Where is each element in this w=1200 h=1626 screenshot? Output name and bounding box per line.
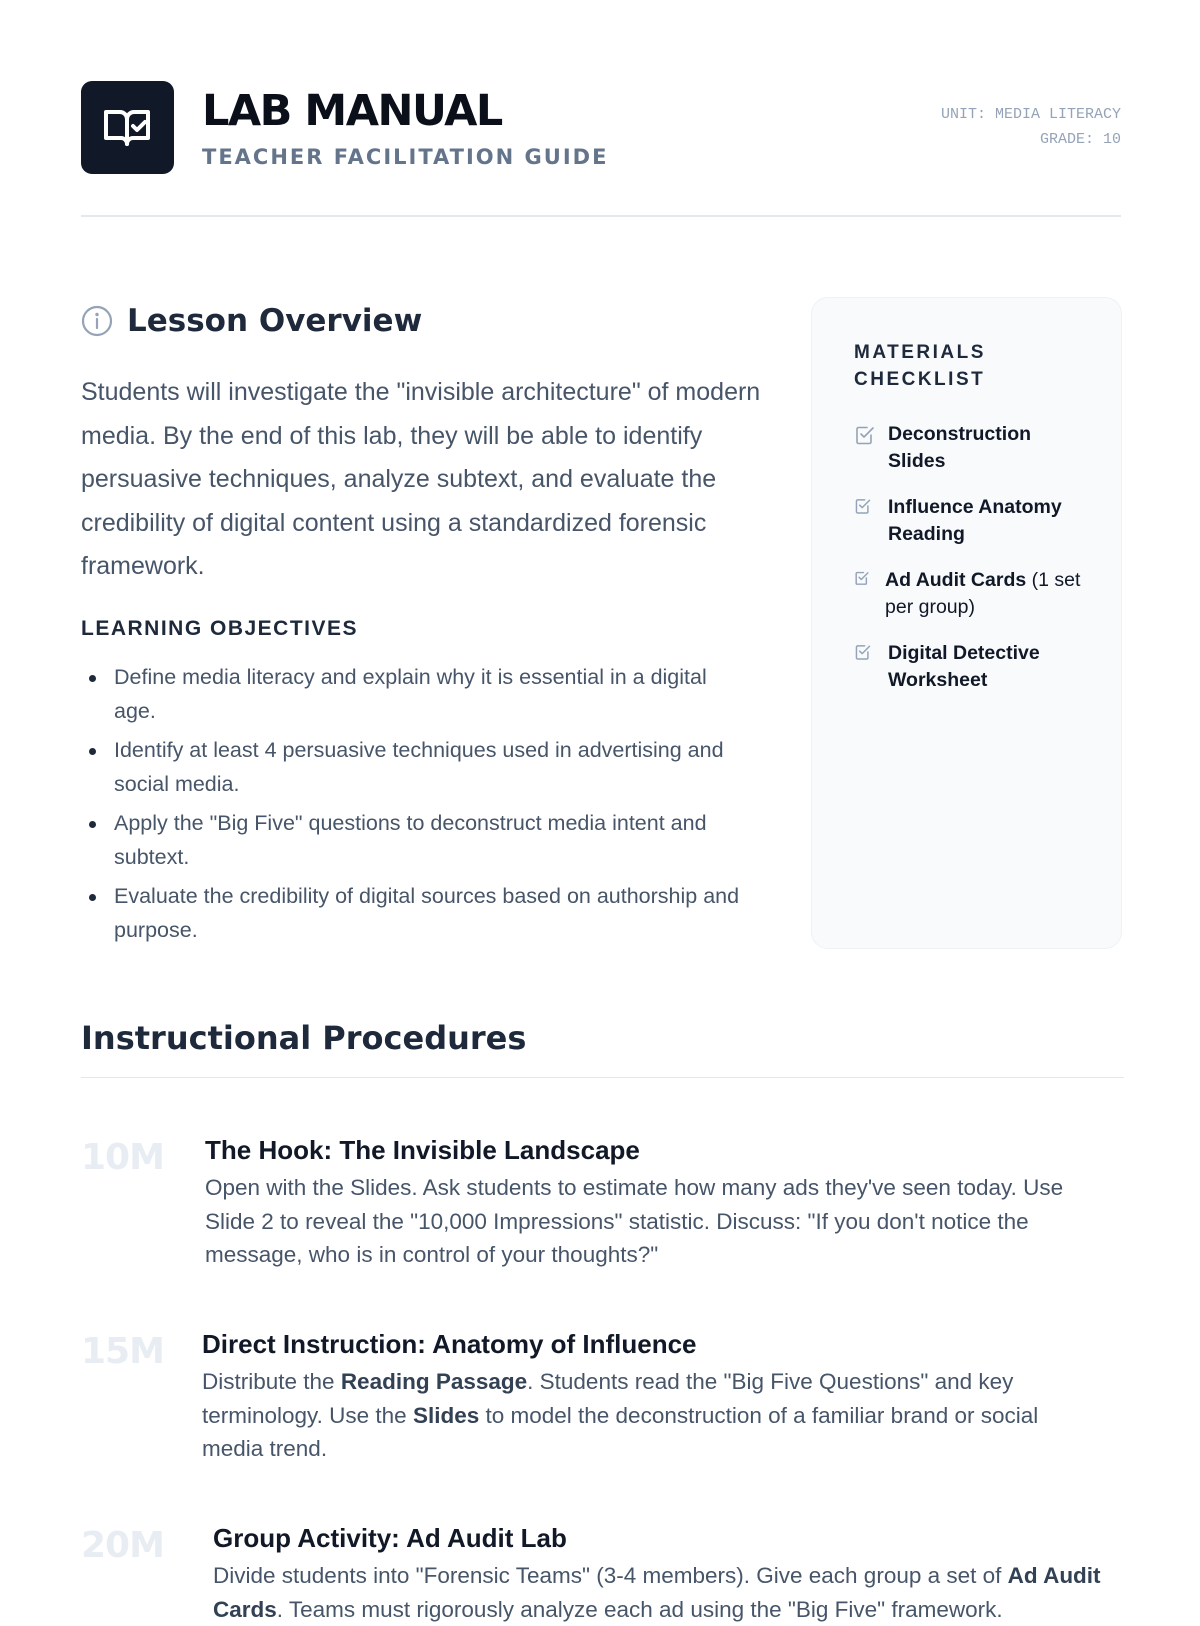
objectives-list (114, 661, 754, 953)
objective-item: Evaluate the credibility of digital sources based on authorship and purpose. (114, 880, 754, 947)
step-duration: 15M (81, 1331, 164, 1372)
grade-label: GRADE: 10 (1039, 131, 1121, 148)
section-divider (81, 1077, 1124, 1078)
step-body: Open with the Slides. Ask students to estimate how many ads they've seen today. Use Slide 2 to reveal the "10,000 Impressions" statistic. Discuss: "If you don't notice the message, who is in control of your thoughts?" (205, 1175, 1064, 1267)
checkbox-icon[interactable] (854, 570, 870, 586)
step-body: Distribute the Reading Passage. Students read the "Big Five Questions" and key terminology. Use the Slides to model the deconstruction of a familiar brand or social media trend. (202, 1369, 1039, 1461)
procedures-title: Instructional Procedures (81, 1019, 527, 1057)
checkbox-icon[interactable] (854, 424, 876, 446)
objective-item: Define media literacy and explain why it is essential in a digital age. (114, 661, 754, 728)
step-duration: 20M (81, 1525, 164, 1566)
page-title: LAB MANUAL (202, 86, 502, 136)
page-header (81, 81, 1121, 217)
page-subtitle: TEACHER FACILITATION GUIDE (202, 145, 609, 169)
objective-item: Apply the "Big Five" questions to deconstruct media intent and subtext. (114, 807, 754, 874)
checklist-item-label: Ad Audit Cards (1 set per group) (885, 569, 1081, 618)
checkbox-icon[interactable] (854, 643, 872, 661)
checklist-heading: MATERIALS CHECKLIST (854, 342, 986, 390)
checklist-item-label: Digital Detective Worksheet (888, 642, 1040, 691)
checklist-item-label: Influence Anatomy Reading (888, 496, 1062, 545)
materials-checklist (811, 297, 1122, 949)
checklist-item-label: Deconstruction Slides (888, 423, 1032, 472)
objective-item: Identify at least 4 persuasive techniques used in advertising and social media. (114, 734, 754, 801)
objectives-heading: LEARNING OBJECTIVES (81, 617, 359, 640)
checkbox-icon[interactable] (854, 497, 872, 515)
unit-label: UNIT: MEDIA LITERACY (940, 106, 1121, 123)
info-icon (81, 305, 113, 337)
logo (81, 81, 174, 174)
step-duration: 10M (81, 1137, 164, 1178)
open-book-check-icon (100, 100, 155, 155)
step-body: Divide students into "Forensic Teams" (3-4 members). Give each group a set of Ad Audit Cards. Teams must rigorously analyze each ad using the "Big Five" framework. (213, 1563, 1101, 1622)
step-title: Direct Instruction: Anatomy of Influence (202, 1329, 697, 1359)
overview-title: Lesson Overview (127, 303, 423, 339)
step-title: The Hook: The Invisible Landscape (205, 1135, 640, 1165)
unit-info (941, 102, 1121, 152)
step-title: Group Activity: Ad Audit Lab (213, 1523, 567, 1553)
overview-intro: Students will investigate the "invisible architecture" of modern media. By the end of this lab, they will be able to identify persuasive techniques, analyze subtext, and evaluate the credibility of digital content using a standardized forensic framework. (81, 378, 761, 580)
